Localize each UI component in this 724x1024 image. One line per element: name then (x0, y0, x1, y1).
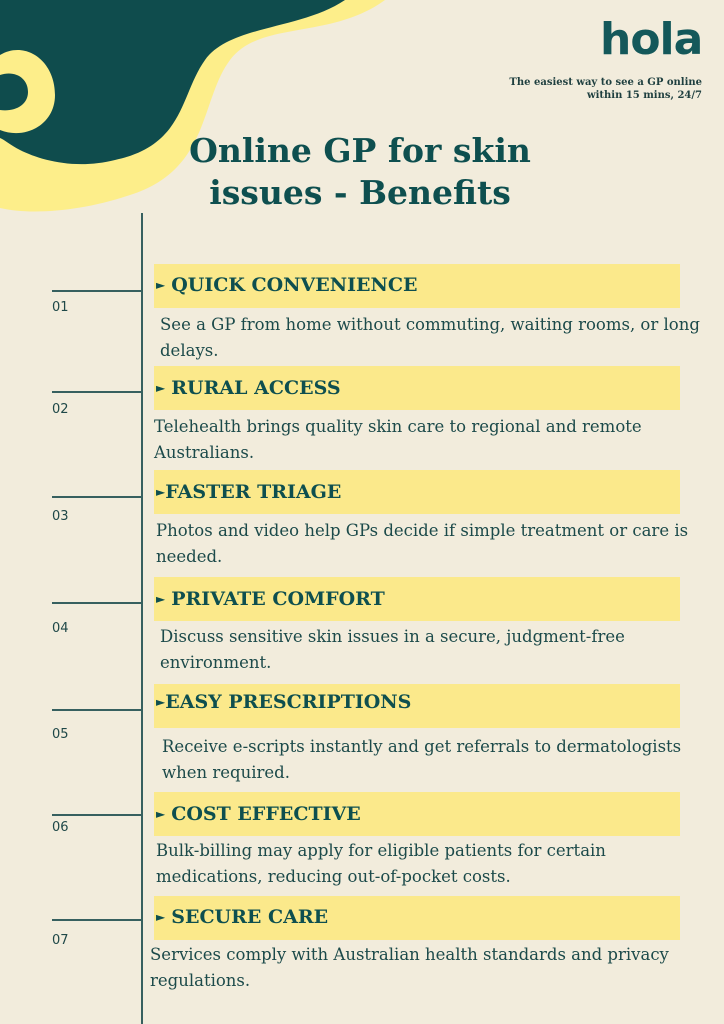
arrow-icon: ► (156, 910, 166, 924)
benefit-description: Receive e-scripts instantly and get referrals to dermatologists when required. (162, 737, 682, 782)
item-number: 05 (52, 727, 69, 742)
benefit-heading: ► COST EFFECTIVE (156, 803, 361, 825)
benefit-description: Bulk-billing may apply for eligible patients for certain medications, reducing out-of-pocket costs. (156, 841, 606, 886)
benefit-heading: ► RURAL ACCESS (156, 377, 341, 399)
benefit-description: Services comply with Australian health standards and privacy regulations. (150, 945, 669, 990)
timeline-connector (52, 919, 142, 921)
benefit-description: Telehealth brings quality skin care to regional and remote Australians. (154, 417, 642, 462)
arrow-icon: ► (156, 485, 166, 499)
page-title: Online GP for skin issues - Benefits (189, 131, 531, 212)
timeline-vertical-line (141, 213, 143, 1024)
item-number: 01 (52, 300, 69, 315)
timeline-connector (52, 709, 142, 711)
item-number: 07 (52, 933, 69, 948)
benefit-heading: ► QUICK CONVENIENCE (156, 274, 418, 296)
timeline-connector (52, 290, 142, 292)
timeline-connector (52, 814, 142, 816)
timeline-connector (52, 602, 142, 604)
item-number: 06 (52, 820, 69, 835)
benefit-description: See a GP from home without commuting, waiting rooms, or long delays. (160, 315, 700, 360)
item-number: 02 (52, 402, 69, 417)
benefit-description: Discuss sensitive skin issues in a secure, judgment-free environment. (160, 627, 625, 672)
item-number: 04 (52, 621, 69, 636)
timeline-connector (52, 496, 142, 498)
benefit-heading: ► PRIVATE COMFORT (156, 588, 385, 610)
benefit-heading: ►FASTER TRIAGE (156, 481, 342, 503)
timeline-connector (52, 391, 142, 393)
arrow-icon: ► (156, 592, 166, 606)
item-number: 03 (52, 509, 69, 524)
benefit-heading: ► SECURE CARE (156, 906, 329, 928)
benefit-heading: ►EASY PRESCRIPTIONS (156, 691, 412, 713)
benefit-description: Photos and video help GPs decide if simple treatment or care is needed. (156, 521, 689, 566)
arrow-icon: ► (156, 278, 166, 292)
tagline: The easiest way to see a GP online within 15 mins, 24/7 (509, 77, 702, 101)
hola-logo: hola (600, 14, 703, 65)
arrow-icon: ► (156, 381, 166, 395)
arrow-icon: ► (156, 807, 166, 821)
arrow-icon: ► (156, 695, 166, 709)
